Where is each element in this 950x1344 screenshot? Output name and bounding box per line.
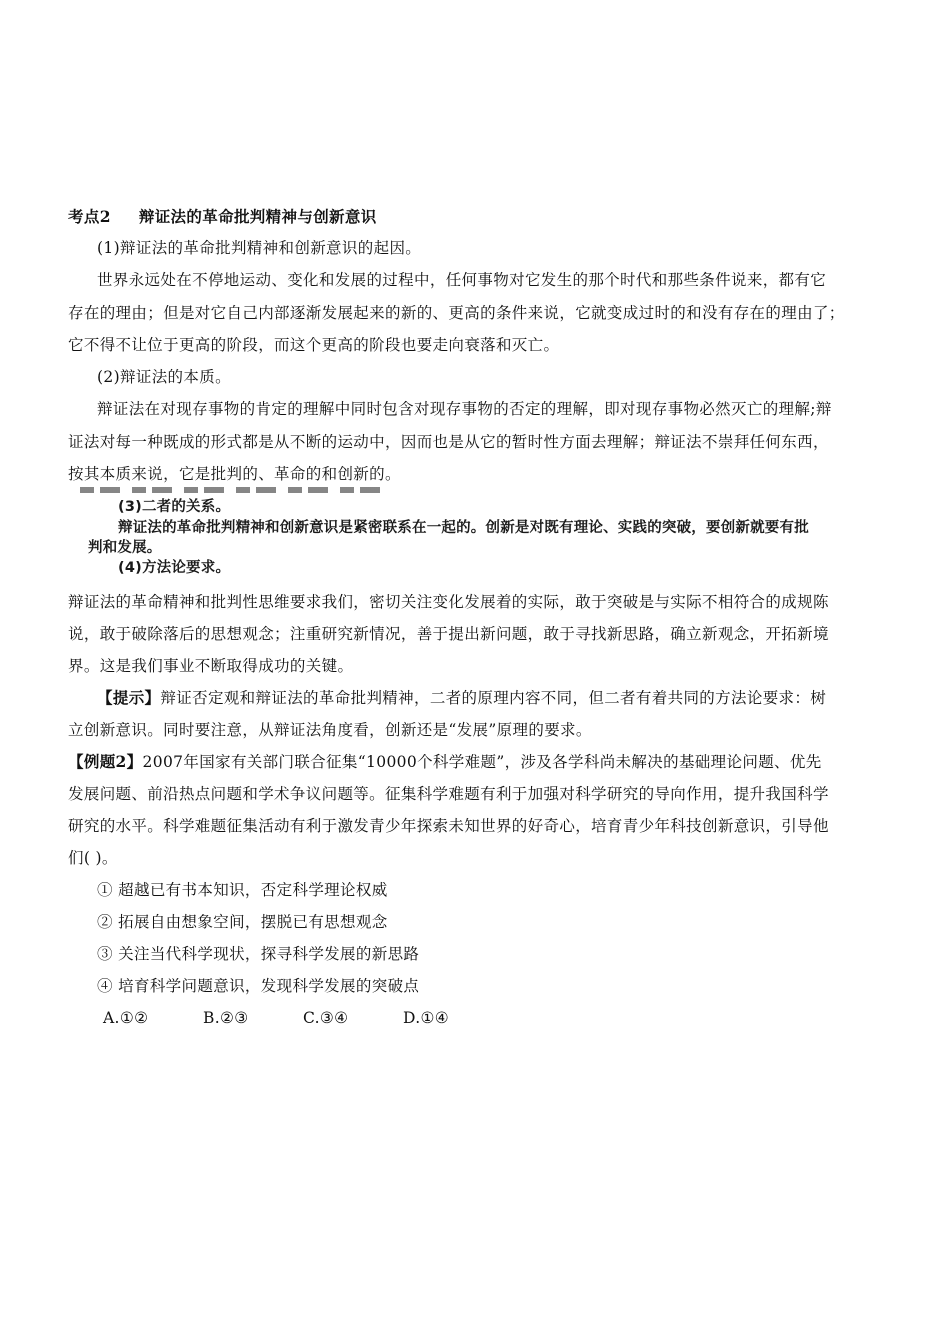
option-c: C.③④ <box>303 1009 349 1027</box>
p4-line-2: 说，敢于破除落后的思想观念；注重研究新情况，善于提出新问题，敢于寻找新思路，确立新观念，开拓新境 <box>68 625 829 643</box>
p3-line-1: 辩证法的革命批判精神和创新意识是紧密联系在一起的。创新是对既有理论、实践的突破，要创新就要有批 <box>118 520 809 536</box>
example-line-2: 发展问题、前沿热点问题和学术争议问题等。征集科学难题有利于加强对科学研究的导向作用，提升我国科学 <box>68 785 829 803</box>
option-d: D.①④ <box>403 1009 449 1027</box>
p4-line-3: 界。这是我们事业不断取得成功的关键。 <box>68 657 354 675</box>
tip-label: 【提示】 <box>97 688 161 707</box>
p3-heading: (3)二者的关系。 <box>118 499 231 515</box>
option-b: B.②③ <box>203 1009 249 1027</box>
p1-line-3: 它不得不让位于更高的阶段，而这个更高的阶段也要走向衰落和灭亡。 <box>68 336 560 354</box>
example-options <box>103 1008 503 1028</box>
section-heading <box>68 207 377 227</box>
p2-line-2: 证法对每一种既成的形式都是从不断的运动中，因而也是从它的暂时性方面去理解；辩证法不崇拜任何东西， <box>68 433 829 451</box>
example-label: 【例题2】 <box>68 752 143 771</box>
option-a: A.①② <box>103 1009 149 1027</box>
p2-line-3: 按其本质来说，它是批判的、革命的和创新的。 <box>68 465 401 483</box>
example-line-1 <box>68 752 822 772</box>
example-line-4: 们( )。 <box>68 849 118 867</box>
example-text-1: 2007年国家有关部门联合征集“10000个科学难题”，涉及各学科尚未解决的基础理论问题、优先 <box>142 753 822 771</box>
example-item-3: ③ 关注当代科学现状，探寻科学发展的新思路 <box>97 945 420 963</box>
section-label: 考点2 <box>68 207 111 226</box>
example-line-3: 研究的水平。科学难题征集活动有利于激发青少年探索未知世界的好奇心，培育青少年科技创新意识，引导他 <box>68 817 829 835</box>
example-item-2: ② 拓展自由想象空间，摆脱已有思想观念 <box>97 913 388 931</box>
section-title: 辩证法的革命批判精神与创新意识 <box>138 207 377 226</box>
example-item-1: ① 超越已有书本知识，否定科学理论权威 <box>97 881 388 899</box>
tip-text-1: 辩证否定观和辩证法的革命批判精神，二者的原理内容不同，但二者有着共同的方法论要求：树 <box>160 689 827 707</box>
scan-artifact <box>80 487 380 493</box>
p4-line-1: 辩证法的革命精神和批判性思维要求我们，密切关注变化发展着的实际，敢于突破是与实际不相符合的成规陈 <box>68 593 829 611</box>
p1-heading: (1)辩证法的革命批判精神和创新意识的起因。 <box>97 239 422 257</box>
p1-line-2: 存在的理由；但是对它自己内部逐渐发展起来的新的、更高的条件来说，它就变成过时的和没有存在的理由了； <box>68 304 845 322</box>
p2-heading: (2)辩证法的本质。 <box>97 368 231 386</box>
p4-heading: (4)方法论要求。 <box>118 560 231 576</box>
p1-line-1: 世界永远处在不停地运动、变化和发展的过程中，任何事物对它发生的那个时代和那些条件说来，都有它 <box>97 271 827 289</box>
tip-line-2: 立创新意识。同时要注意，从辩证法角度看，创新还是“发展”原理的要求。 <box>68 721 592 739</box>
example-item-4: ④ 培育科学问题意识，发现科学发展的突破点 <box>97 977 420 995</box>
tip-line-1 <box>97 688 826 708</box>
p3-line-2: 判和发展。 <box>88 540 162 556</box>
p2-line-1: 辩证法在对现存事物的肯定的理解中同时包含对现存事物的否定的理解，即对现存事物必然灭亡的理解;辩 <box>97 400 832 418</box>
